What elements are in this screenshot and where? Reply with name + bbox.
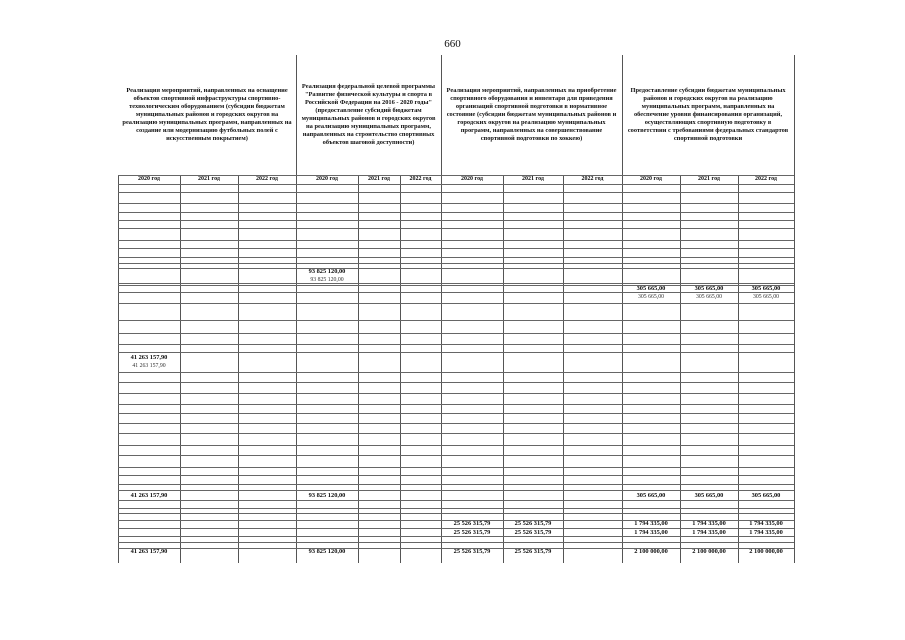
column-divider	[400, 175, 401, 563]
row-divider	[118, 333, 794, 334]
year-label: 2020 год	[316, 176, 338, 182]
row-divider	[118, 382, 794, 383]
column-header-hockey-equipment: Реализация мероприятий, направленных на приобретение спортивного оборудования и инвентаря для приведения организаций спортивной подготовки в нормативное состояние (субсидии бюджетам муниципальных районов и городских округов на реализацию муниципальных программ, направленных на совершенствование спортивной подготовки по хоккею)	[446, 87, 617, 142]
year-label: 2020 год	[640, 176, 662, 182]
column-divider	[794, 175, 795, 563]
row-divider	[118, 404, 794, 405]
year-label: 2021 год	[198, 176, 220, 182]
cell-value: 1 794 335,00	[749, 529, 783, 536]
row-divider	[118, 303, 794, 304]
cell-value: 305 665,00	[694, 285, 724, 292]
row-divider	[118, 257, 794, 258]
row-divider	[118, 475, 794, 476]
cell-value: 25 526 315,79	[453, 529, 491, 536]
column-divider	[794, 55, 795, 175]
column-divider	[503, 175, 504, 563]
grand-total-value: 2 100 000,00	[692, 548, 726, 555]
subtotal-value: 41 263 157,90	[130, 492, 168, 499]
column-header-federal-program: Реализация федеральной целевой программы "Развитие физической культуры и спорта в Российской Федерации на 2016 - 2020 годы" (предоставление субсидий бюджетам муниципальных районов и городских округов на реализацию муниципальных программ, направленных на строительство спортивных объектов шаговой доступности)	[301, 83, 436, 146]
row-divider	[118, 542, 794, 543]
page-number: 660	[444, 38, 461, 50]
row-divider	[118, 344, 794, 345]
row-divider	[118, 320, 794, 321]
cell-subvalue: 305 665,00	[752, 294, 780, 300]
cell-subvalue: 305 665,00	[695, 294, 723, 300]
column-divider	[738, 175, 739, 563]
cell-value: 1 794 335,00	[634, 520, 668, 527]
column-divider	[441, 55, 442, 175]
row-divider	[118, 393, 794, 394]
cell-value: 41 263 157,90	[130, 354, 168, 361]
row-divider	[118, 508, 794, 509]
row-divider	[118, 240, 794, 241]
column-header-sport-training-funding: Предоставление субсидии бюджетам муниципальных районов и городских округов на реализацию муниципальных программ, направленных на обеспечение уровня финансирования организаций, осуществляющих спортивную подготовку в соответствии с требованиями федеральных стандартов спортивной подготовки	[627, 87, 789, 142]
row-divider	[118, 490, 794, 491]
column-divider	[358, 175, 359, 563]
year-label: 2021 год	[698, 176, 720, 182]
row-divider	[118, 445, 794, 446]
row-divider	[118, 536, 794, 537]
grand-total-value: 2 100 000,00	[634, 548, 668, 555]
cell-value: 25 526 315,79	[514, 520, 552, 527]
row-divider	[118, 455, 794, 456]
row-divider	[118, 352, 794, 353]
column-divider	[118, 175, 119, 563]
year-label: 2021 год	[368, 176, 390, 182]
row-divider	[118, 228, 794, 229]
year-label: 2020 год	[461, 176, 483, 182]
cell-subvalue: 41 263 157,90	[132, 363, 166, 369]
subtotal-value: 305 665,00	[636, 492, 666, 499]
row-divider	[118, 423, 794, 424]
row-divider	[118, 220, 794, 221]
grand-total-value: 93 825 120,00	[308, 548, 346, 555]
cell-value: 305 665,00	[636, 285, 666, 292]
subtotal-value: 305 665,00	[694, 492, 724, 499]
year-label: 2021 год	[522, 176, 544, 182]
grand-total-value: 25 526 315,79	[453, 548, 491, 555]
row-divider	[118, 433, 794, 434]
column-header-football-fields: Реализация мероприятий, направленных на оснащение объектов спортивной инфраструктуры спортивно-технологическим оборудованием (субсидии бюджетам муниципальных районов и городских округов на реализацию муниципальных программ, направленных на создание или модернизацию футбольных полей с искусственным покрытием)	[122, 87, 292, 142]
subtotal-value: 93 825 120,00	[308, 492, 346, 499]
row-divider	[118, 467, 794, 468]
year-label: 2020 год	[138, 176, 160, 182]
cell-value: 1 794 335,00	[692, 520, 726, 527]
cell-subvalue: 305 665,00	[637, 294, 665, 300]
grand-total-value: 25 526 315,79	[514, 548, 552, 555]
column-divider	[441, 175, 442, 563]
cell-value: 1 794 335,00	[634, 529, 668, 536]
row-divider	[118, 484, 794, 485]
row-divider	[118, 513, 794, 514]
row-divider	[118, 292, 794, 293]
row-divider	[118, 212, 794, 213]
year-label: 2022 год	[256, 176, 278, 182]
year-label: 2022 год	[581, 176, 604, 182]
grand-total-value: 41 263 157,90	[130, 548, 168, 555]
column-divider	[622, 175, 623, 563]
column-divider	[296, 175, 297, 563]
column-divider	[296, 55, 297, 175]
row-divider	[118, 184, 794, 185]
row-divider	[118, 263, 794, 264]
row-divider	[118, 192, 794, 193]
column-divider	[238, 175, 239, 563]
grand-total-value: 2 100 000,00	[749, 548, 783, 555]
subtotal-value: 305 665,00	[751, 492, 781, 499]
cell-value: 93 825 120,00	[308, 268, 346, 275]
cell-value: 1 794 335,00	[692, 529, 726, 536]
row-divider	[118, 203, 794, 204]
year-label: 2022 год	[755, 176, 777, 182]
year-label: 2022 год	[409, 176, 432, 182]
cell-value: 1 794 335,00	[749, 520, 783, 527]
column-divider	[180, 175, 181, 563]
column-divider	[680, 175, 681, 563]
column-divider	[622, 55, 623, 175]
row-divider	[118, 500, 794, 501]
row-divider	[118, 413, 794, 414]
cell-subvalue: 93 825 120,00	[310, 277, 344, 283]
cell-value: 25 526 315,79	[514, 529, 552, 536]
column-divider	[563, 175, 564, 563]
cell-value: 305 665,00	[751, 285, 781, 292]
row-divider	[118, 248, 794, 249]
row-divider	[118, 283, 794, 284]
row-divider	[118, 268, 794, 269]
cell-value: 25 526 315,79	[453, 520, 491, 527]
row-divider	[118, 372, 794, 373]
